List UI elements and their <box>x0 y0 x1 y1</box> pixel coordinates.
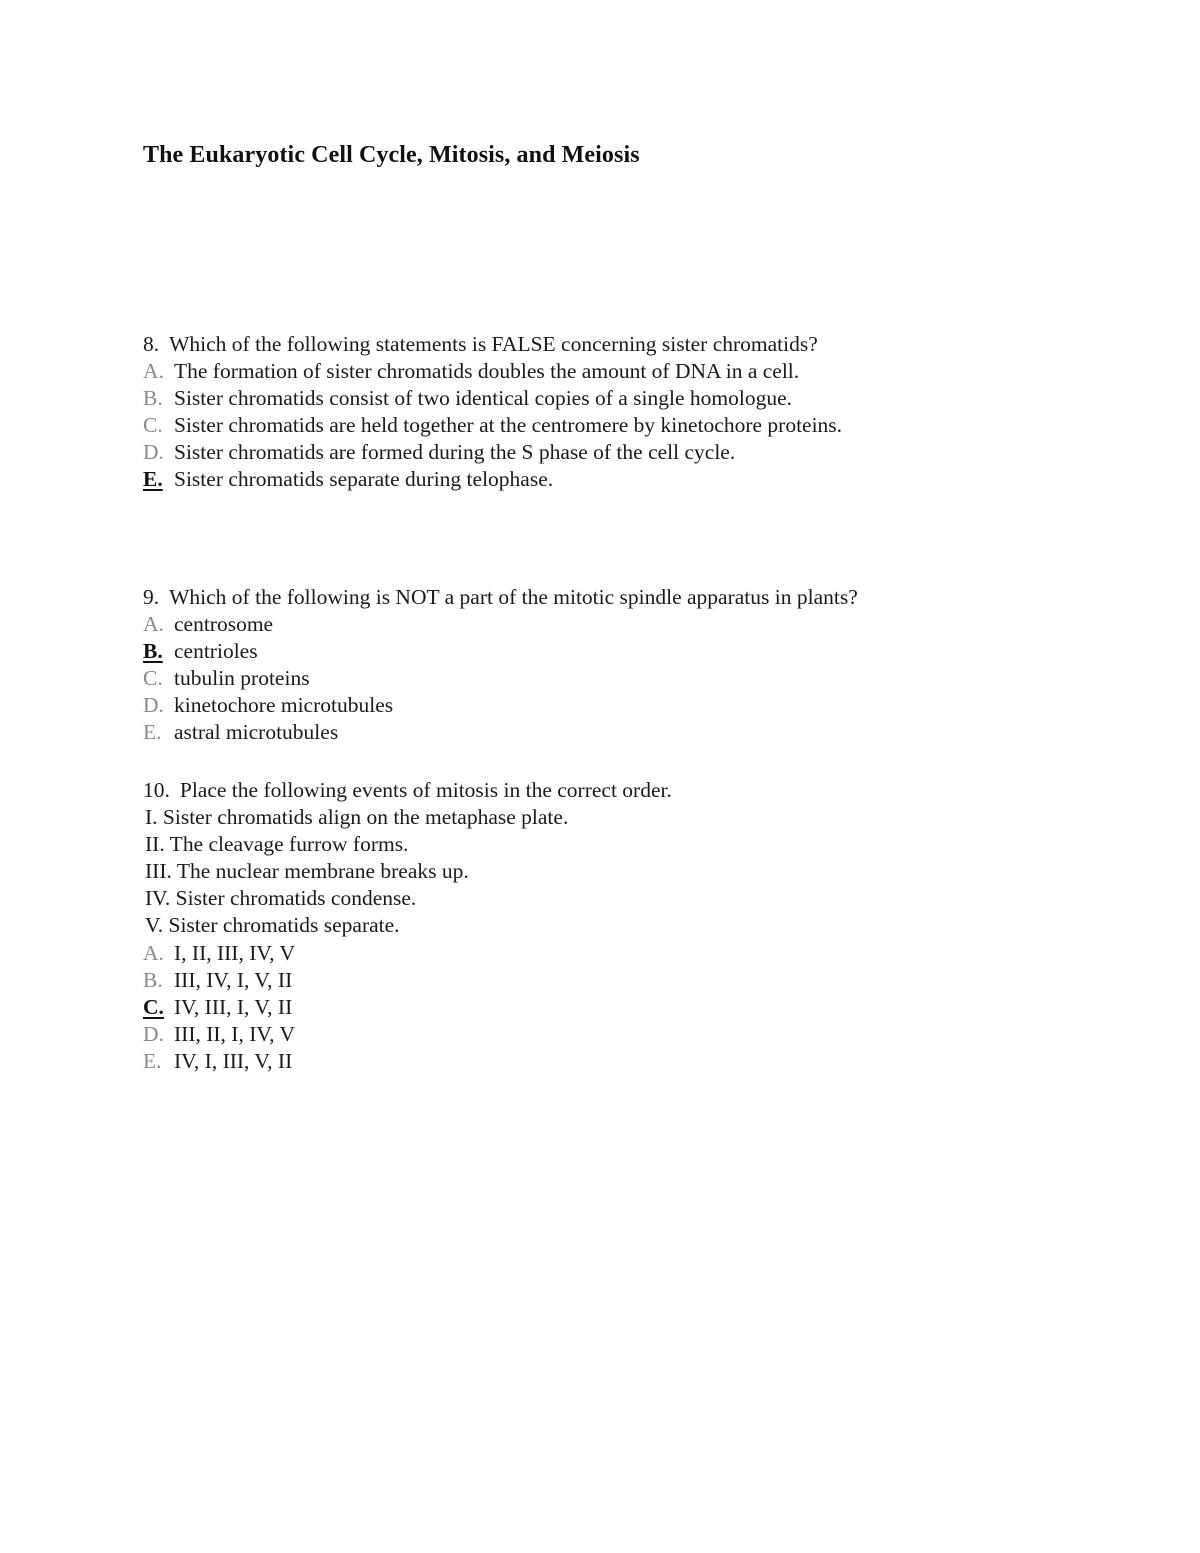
option-text: Sister chromatids are formed during the S phase of the cell cycle. <box>174 440 736 465</box>
question-text: Which of the following is NOT a part of the mitotic spindle apparatus in plants? <box>169 585 858 609</box>
option-text: I, II, III, IV, V <box>174 940 296 965</box>
answer-option <box>143 719 1143 746</box>
option-letter: B. <box>143 386 163 411</box>
question-10 <box>143 777 1143 1075</box>
option-letter: A. <box>143 359 164 384</box>
question-stem <box>143 331 1143 358</box>
answer-option-correct <box>143 994 1143 1021</box>
option-text: centrioles <box>174 639 258 664</box>
answer-option <box>143 412 1143 439</box>
option-letter-correct: B. <box>143 639 163 664</box>
event-item: V. Sister chromatids separate. <box>145 913 400 938</box>
option-letter: C. <box>143 666 163 691</box>
answer-option <box>143 611 1143 638</box>
option-text: IV, III, I, V, II <box>174 994 293 1019</box>
answer-option-correct <box>143 466 1143 493</box>
option-letter: D. <box>143 1021 164 1046</box>
option-text: Sister chromatids consist of two identical copies of a single homologue. <box>174 386 793 411</box>
option-letter: C. <box>143 413 163 438</box>
option-letter-correct: E. <box>143 467 163 492</box>
question-text: Which of the following statements is FALSE concerning sister chromatids? <box>169 332 818 356</box>
event-item: II. The cleavage furrow forms. <box>145 832 409 857</box>
question-number: 8. <box>143 332 160 356</box>
option-text: tubulin proteins <box>174 666 310 691</box>
option-letter: B. <box>143 967 163 992</box>
answer-option <box>143 665 1143 692</box>
answer-option <box>143 1021 1143 1048</box>
question-stem <box>143 777 1143 804</box>
question-number: 9. <box>143 585 160 609</box>
answer-option <box>143 940 1143 967</box>
answer-option <box>143 692 1143 719</box>
option-letter: E. <box>143 720 162 745</box>
option-text: Sister chromatids are held together at the centromere by kinetochore proteins. <box>174 413 843 438</box>
question-text: Place the following events of mitosis in the correct order. <box>179 778 672 802</box>
option-text: III, IV, I, V, II <box>174 967 293 992</box>
option-text: kinetochore microtubules <box>174 693 394 718</box>
answer-option-correct <box>143 638 1143 665</box>
event-item: I. Sister chromatids align on the metaphase plate. <box>145 805 569 830</box>
option-letter: A. <box>143 940 164 965</box>
option-letter: E. <box>143 1048 162 1073</box>
option-text: The formation of sister chromatids doubles the amount of DNA in a cell. <box>174 359 800 384</box>
option-text: IV, I, III, V, II <box>174 1048 293 1073</box>
answer-option <box>143 967 1143 994</box>
option-letter-correct: C. <box>143 994 164 1019</box>
answer-option <box>143 1048 1143 1075</box>
option-letter: D. <box>143 693 164 718</box>
option-text: Sister chromatids separate during telophase. <box>174 467 554 492</box>
option-text: astral microtubules <box>174 720 339 745</box>
option-text: centrosome <box>174 612 274 637</box>
question-number: 10. <box>143 778 170 802</box>
question-8 <box>143 331 1143 494</box>
event-item: IV. Sister chromatids condense. <box>145 886 417 911</box>
option-letter: A. <box>143 612 164 637</box>
document-title: The Eukaryotic Cell Cycle, Mitosis, and Meiosis <box>143 142 640 168</box>
question-stem <box>143 584 1143 611</box>
event-item: III. The nuclear membrane breaks up. <box>145 859 469 884</box>
answer-option <box>143 358 1143 385</box>
option-text: III, II, I, IV, V <box>174 1021 296 1046</box>
answer-option <box>143 385 1143 412</box>
answer-option <box>143 439 1143 466</box>
option-letter: D. <box>143 440 164 465</box>
question-9 <box>143 584 1143 747</box>
